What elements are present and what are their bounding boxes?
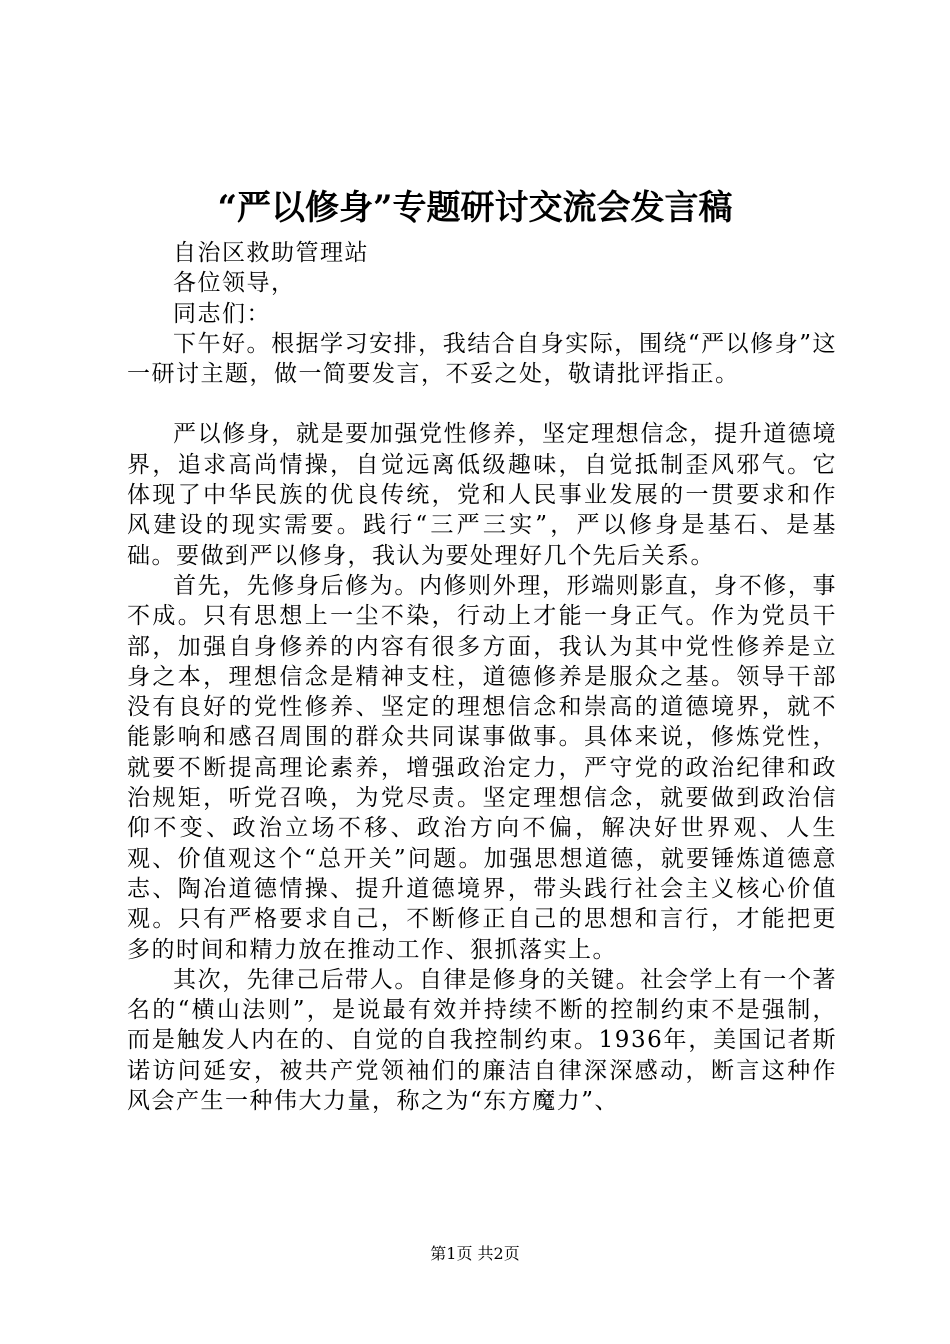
paragraph-first-point: 首先，先修身后修为。内修则外理，形端则影直，身不修，事不成。只有思想上一尘不染，行动上才能一身正气。作为党员干部，加强自身修养的内容有很多方面，我认为其中党性修养是立身之本，理想信念是精神支柱，道德修养是服众之基。领导干部没有良好的党性修养、坚定的理想信念和崇高的道德境界，就不能影响和感召周围的群众共同谋事做事。具体来说，修炼党性，就要不断提高理论素养，增强政治定力，严守党的政治纪律和政治规矩，听党召唤，为党尽责。坚定理想信念，就要做到政治信仰不变、政治立场不移、政治方向不偏，解决好世界观、人生观、价值观这个“总开关”问题。加强思想道德，就要锤炼道德意志、陶冶道德情操、提升道德境界，带头践行社会主义核心价值观。只有严格要求自己，不断修正自己的思想和言行，才能把更多的时间和精力放在推动工作、狠抓落实上。 [127,572,837,963]
paragraph-definition: 严以修身，就是要加强党性修养，坚定理想信念，提升道德境界，追求高尚情操，自觉远离低级趣味，自觉抵制歪风邪气。它体现了中华民族的优良传统，党和人民事业发展的一贯要求和作风建设的现实需要。践行“三严三实”，严以修身是基石、是基础。要做到严以修身，我认为要处理好几个先后关系。 [127,421,837,569]
organization-line: 自治区救助管理站 [173,240,369,266]
document-body [127,238,837,1116]
paragraph-second-point: 其次，先律己后带人。自律是修身的关键。社会学上有一个著名的“横山法则”，是说最有效并持续不断的控制约束不是强制，而是触发人内在的、自觉的自我控制约束。1936年，美国记者斯诺访问延安，被共产党领袖们的廉洁自律深深感动，断言这种作风会产生一种伟大力量，称之为“东方魔力”、 [127,966,837,1115]
greeting-comrades: 同志们： [173,300,271,327]
paragraph-opening: 下午好。根据学习安排，我结合自身实际，围绕“严以修身”这一研讨主题，做一简要发言，不妥之处，敬请批评指正。 [127,330,837,388]
page-footer: 第1页 共2页 [430,1244,520,1263]
document-title: “严以修身”专题研讨交流会发言稿 [217,188,733,228]
greeting-leaders: 各位领导， [173,270,296,297]
